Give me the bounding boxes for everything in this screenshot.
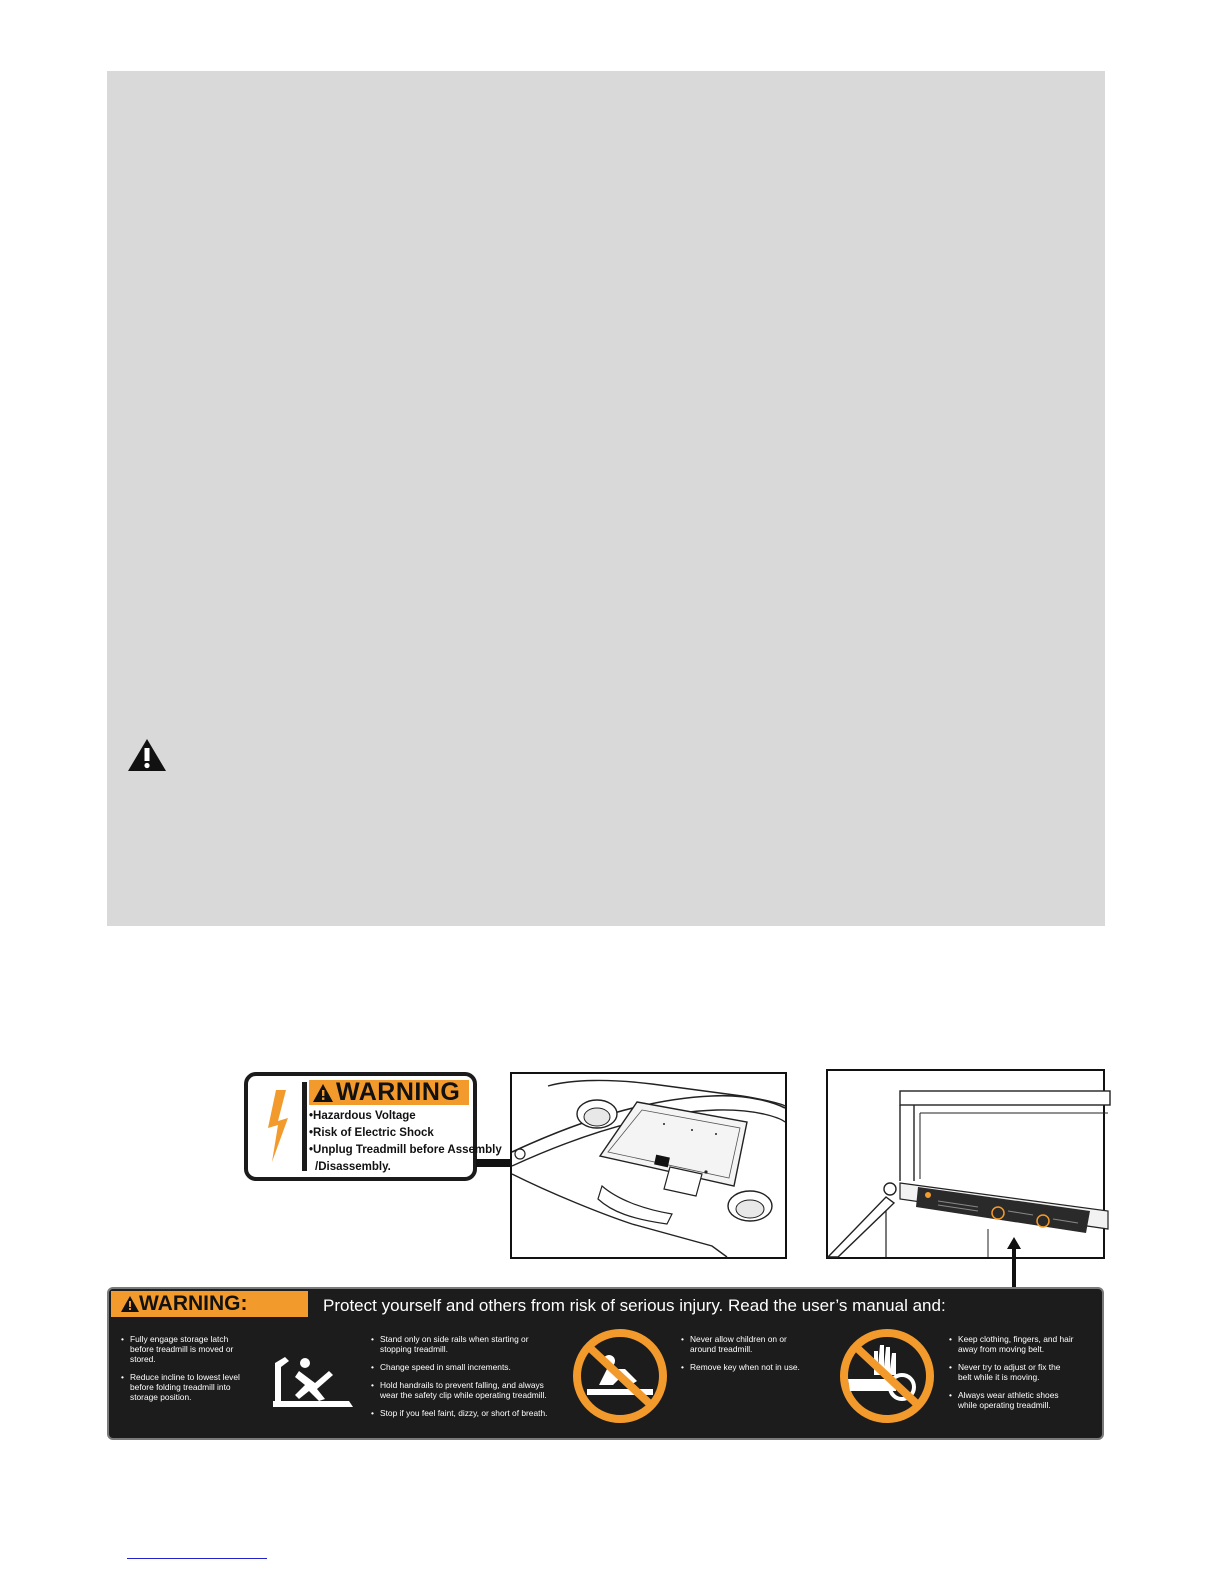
warning-list: [309, 1108, 502, 1176]
banner-column-2: [371, 1334, 571, 1426]
base-illustration: [826, 1069, 1105, 1259]
no-hands-near-belt-icon: [838, 1327, 936, 1425]
footer-link-underline[interactable]: [127, 1558, 267, 1559]
list-item: • Keep clothing, fingers, and hair away from moving belt.: [949, 1334, 1099, 1354]
caution-triangle-icon: [127, 738, 167, 772]
list-item: • Always wear athletic shoes while operating treadmill.: [949, 1390, 1099, 1410]
list-item: • Stop if you feel faint, dizzy, or short of breath.: [371, 1408, 571, 1418]
list-item: • Fully engage storage latch before treadmill is moved or stored.: [121, 1334, 261, 1364]
warning-triangle-icon: [312, 1083, 334, 1103]
voltage-warning-label: [244, 1072, 502, 1181]
text-panel: [107, 71, 1105, 926]
up-arrow-icon: [1007, 1237, 1021, 1289]
banner-tag-text: WARNING:: [139, 1292, 248, 1315]
list-item: • Hold handrails to prevent falling, and always wear the safety clip while operating treadmill.: [371, 1380, 571, 1400]
warning-title: WARNING: [336, 1078, 461, 1106]
warning-item: •Risk of Electric Shock: [309, 1127, 434, 1139]
banner-warning-tag: [111, 1291, 308, 1317]
warning-heading: [309, 1080, 469, 1105]
list-item: • Never allow children on or around treadmill.: [681, 1334, 821, 1354]
list-item: • Stand only on side rails when starting or stopping treadmill.: [371, 1334, 571, 1354]
banner-column-1: [121, 1334, 261, 1410]
bolt-panel: [254, 1082, 307, 1171]
treadmill-warning-decal: [107, 1287, 1104, 1440]
banner-column-3: [681, 1334, 821, 1380]
warning-item: •Unplug Treadmill before Assembly: [309, 1144, 502, 1156]
lightning-bolt-icon: [254, 1082, 302, 1171]
warning-triangle-icon: [121, 1296, 139, 1312]
warning-item: /Disassembly.: [315, 1161, 391, 1173]
banner-headline: Protect yourself and others from risk of serious injury. Read the user’s manual and:: [323, 1296, 946, 1315]
warning-item: •Hazardous Voltage: [309, 1110, 416, 1122]
list-item: • Reduce incline to lowest level before folding treadmill into storage position.: [121, 1372, 261, 1402]
list-item: • Never try to adjust or fix the belt while it is moving.: [949, 1362, 1099, 1382]
banner-column-4: [949, 1334, 1099, 1418]
person-falling-icon: [269, 1351, 359, 1411]
list-item: • Change speed in small increments.: [371, 1362, 571, 1372]
no-children-icon: [571, 1327, 669, 1425]
console-illustration: [510, 1072, 787, 1259]
list-item: • Remove key when not in use.: [681, 1362, 821, 1372]
